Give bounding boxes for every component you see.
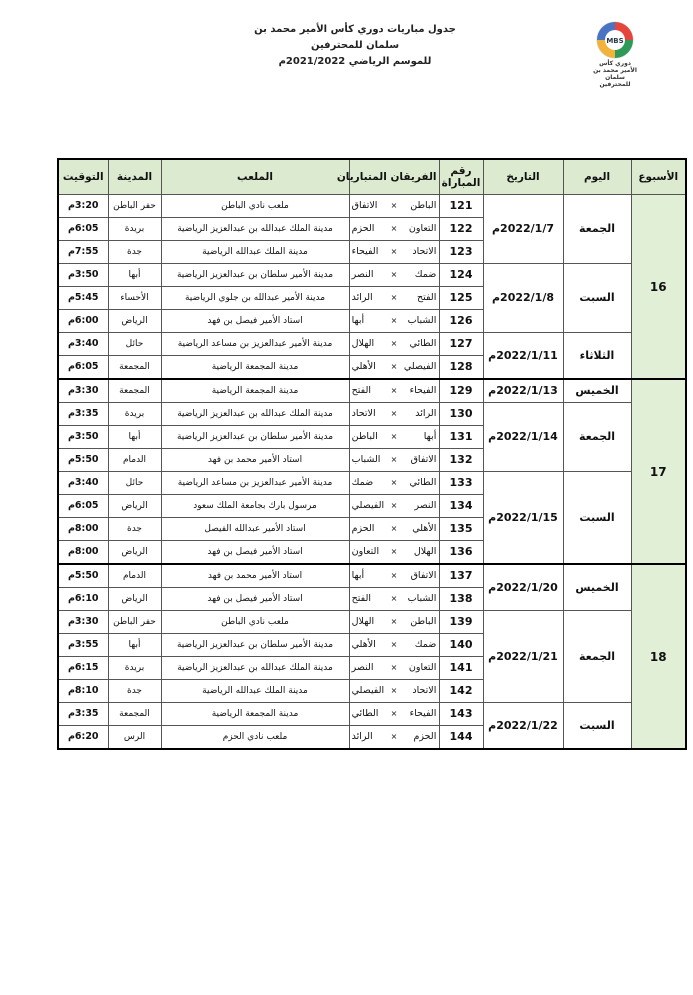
stadium: مدينة الأمير سلطان بن عبدالعزيز الرياضية <box>161 634 349 657</box>
city: الأحساء <box>108 287 161 310</box>
vs-mark: × <box>390 224 398 233</box>
col-stadium: الملعب <box>161 159 349 195</box>
match-number: 123 <box>439 241 483 264</box>
match-teams <box>349 726 439 750</box>
stadium: استاد الأمير عبدالله الفيصل <box>161 518 349 541</box>
stadium: مدينة الأمير عبدالعزيز بن مساعد الرياضية <box>161 472 349 495</box>
vs-mark: × <box>390 594 398 603</box>
day-name: السبت <box>563 703 631 750</box>
vs-mark: × <box>390 201 398 210</box>
stadium: مدينة الأمير عبدالعزيز بن مساعد الرياضية <box>161 333 349 356</box>
city: جدة <box>108 241 161 264</box>
document-title: جدول مباريات دوري كأس الأمير محمد بن سلمان للمحترفين <box>254 24 456 51</box>
kickoff-time: 3:50م <box>58 264 108 287</box>
kickoff-time: 5:50م <box>58 564 108 588</box>
match-teams <box>349 333 439 356</box>
season-subtitle: للموسم الرياضي 2021/2022م <box>278 56 432 67</box>
away-team: الطائي <box>351 708 379 719</box>
fixture <box>352 269 437 281</box>
home-team: الاتحاد <box>412 685 437 696</box>
match-number: 140 <box>439 634 483 657</box>
match-teams <box>349 657 439 680</box>
away-team: الحزم <box>351 223 375 234</box>
stadium: مدينة الملك عبدالله بن عبدالعزيز الرياضية <box>161 657 349 680</box>
kickoff-time: 6:20م <box>58 726 108 750</box>
day-name: السبت <box>563 472 631 565</box>
match-number: 134 <box>439 495 483 518</box>
city: الرس <box>108 726 161 750</box>
stadium: مدينة الملك عبدالله بن عبدالعزيز الرياضية <box>161 218 349 241</box>
vs-mark: × <box>390 386 398 395</box>
kickoff-time: 7:55م <box>58 241 108 264</box>
vs-mark: × <box>390 709 398 718</box>
week-number: 18 <box>631 564 686 749</box>
away-team: الفيصلي <box>351 500 385 511</box>
day-name: الثلاثاء <box>563 333 631 380</box>
kickoff-time: 3:40م <box>58 333 108 356</box>
away-team: الاتفاق <box>351 200 378 211</box>
away-team: النصر <box>351 662 374 673</box>
logo-line-3: للمحترفين <box>599 81 631 88</box>
stadium: مرسول بارك بجامعة الملك سعود <box>161 495 349 518</box>
home-team: الفيحاء <box>409 385 437 396</box>
match-date: 2022/1/11م <box>483 333 563 380</box>
match-number: 127 <box>439 333 483 356</box>
stadium: استاد الأمير فيصل بن فهد <box>161 310 349 333</box>
city: الرياض <box>108 588 161 611</box>
match-teams <box>349 564 439 588</box>
home-team: الاتفاق <box>410 454 437 465</box>
match-number: 132 <box>439 449 483 472</box>
logo-badge: MBS <box>606 37 624 45</box>
col-match-no: رقم المباراة <box>439 159 483 195</box>
vs-mark: × <box>390 316 398 325</box>
match-number: 126 <box>439 310 483 333</box>
logo-line-2: الأمير محمد بن سلمان <box>593 67 637 81</box>
kickoff-time: 3:50م <box>58 426 108 449</box>
away-team: الرائد <box>351 292 373 303</box>
fixture <box>352 477 437 489</box>
vs-mark: × <box>390 547 398 556</box>
match-teams <box>349 195 439 218</box>
match-teams <box>349 310 439 333</box>
match-number: 130 <box>439 403 483 426</box>
logo-line-1: دوري كأس <box>599 60 631 67</box>
city: حائل <box>108 472 161 495</box>
table-row <box>58 703 686 726</box>
kickoff-time: 6:15م <box>58 657 108 680</box>
vs-mark: × <box>390 501 398 510</box>
col-city: المدينة <box>108 159 161 195</box>
table-row <box>58 564 686 588</box>
day-name: الجمعة <box>563 195 631 264</box>
city: المجمعة <box>108 356 161 380</box>
kickoff-time: 3:40م <box>58 472 108 495</box>
vs-mark: × <box>390 409 398 418</box>
vs-mark: × <box>390 524 398 533</box>
vs-mark: × <box>390 640 398 649</box>
kickoff-time: 3:30م <box>58 379 108 403</box>
away-team: الباطن <box>351 431 378 442</box>
match-date: 2022/1/14م <box>483 403 563 472</box>
match-number: 138 <box>439 588 483 611</box>
home-team: الفتح <box>417 292 437 303</box>
day-name: الخميس <box>563 564 631 611</box>
vs-mark: × <box>390 247 398 256</box>
vs-mark: × <box>390 617 398 626</box>
col-week: الأسبوع <box>631 159 686 195</box>
stadium: استاد الأمير محمد بن فهد <box>161 564 349 588</box>
fixture <box>352 500 437 512</box>
kickoff-time: 5:50م <box>58 449 108 472</box>
home-team: الرائد <box>415 408 437 419</box>
match-number: 122 <box>439 218 483 241</box>
document-header <box>0 14 693 114</box>
match-teams <box>349 703 439 726</box>
away-team: الأهلي <box>351 361 376 372</box>
fixture <box>352 408 437 420</box>
city: جدة <box>108 518 161 541</box>
stadium: ملعب نادي الباطن <box>161 195 349 218</box>
table-row <box>58 403 686 426</box>
match-number: 121 <box>439 195 483 218</box>
away-team: الأهلي <box>351 639 376 650</box>
col-teams: الفريقان المتباريان <box>349 159 439 195</box>
fixture <box>352 454 437 466</box>
stadium: مدينة المجمعة الرياضية <box>161 379 349 403</box>
match-number: 124 <box>439 264 483 287</box>
kickoff-time: 6:00م <box>58 310 108 333</box>
home-team: التعاون <box>408 223 437 234</box>
stadium: مدينة الملك عبدالله الرياضية <box>161 680 349 703</box>
vs-mark: × <box>390 339 398 348</box>
city: المجمعة <box>108 379 161 403</box>
kickoff-time: 6:10م <box>58 588 108 611</box>
col-date: التاريخ <box>483 159 563 195</box>
home-team: الاتفاق <box>410 570 437 581</box>
city: الرياض <box>108 495 161 518</box>
vs-mark: × <box>390 478 398 487</box>
match-teams <box>349 287 439 310</box>
match-teams <box>349 379 439 403</box>
city: الدمام <box>108 564 161 588</box>
match-number: 135 <box>439 518 483 541</box>
fixture <box>352 361 437 373</box>
league-logo-icon <box>595 20 635 60</box>
city: بريدة <box>108 657 161 680</box>
vs-mark: × <box>390 293 398 302</box>
stadium: استاد الأمير فيصل بن فهد <box>161 588 349 611</box>
match-teams <box>349 518 439 541</box>
kickoff-time: 3:55م <box>58 634 108 657</box>
match-date: 2022/1/22م <box>483 703 563 750</box>
match-number: 136 <box>439 541 483 565</box>
home-team: الباطن <box>410 616 437 627</box>
fixture <box>352 639 437 651</box>
col-day: اليوم <box>563 159 631 195</box>
away-team: النصر <box>351 269 374 280</box>
vs-mark: × <box>390 432 398 441</box>
stadium: مدينة الملك عبدالله الرياضية <box>161 241 349 264</box>
fixture <box>352 315 437 327</box>
fixture <box>352 593 437 605</box>
day-name: الجمعة <box>563 611 631 703</box>
fixture <box>352 570 437 582</box>
fixture <box>352 431 437 443</box>
day-name: الخميس <box>563 379 631 403</box>
fixture <box>352 223 437 235</box>
away-team: الشباب <box>351 454 381 465</box>
match-number: 133 <box>439 472 483 495</box>
match-number: 129 <box>439 379 483 403</box>
kickoff-time: 8:10م <box>58 680 108 703</box>
stadium: ملعب نادي الحزم <box>161 726 349 750</box>
match-number: 141 <box>439 657 483 680</box>
table-row <box>58 379 686 403</box>
fixture <box>352 616 437 628</box>
home-team: ضمك <box>414 639 437 650</box>
home-team: الشباب <box>407 593 437 604</box>
city: حفر الباطن <box>108 611 161 634</box>
schedule-body <box>58 195 686 750</box>
city: المجمعة <box>108 703 161 726</box>
fixture <box>352 662 437 674</box>
kickoff-time: 3:35م <box>58 403 108 426</box>
fixture <box>352 292 437 304</box>
stadium: استاد الأمير محمد بن فهد <box>161 449 349 472</box>
match-teams <box>349 426 439 449</box>
fixture <box>352 523 437 535</box>
vs-mark: × <box>390 663 398 672</box>
table-row <box>58 264 686 287</box>
city: أبها <box>108 634 161 657</box>
kickoff-time: 8:00م <box>58 541 108 565</box>
home-team: ضمك <box>414 269 437 280</box>
away-team: الحزم <box>351 523 375 534</box>
header-row <box>58 159 686 195</box>
home-team: الفيصلي <box>403 361 437 372</box>
home-team: الاتحاد <box>412 246 437 257</box>
home-team: التعاون <box>408 662 437 673</box>
home-team: النصر <box>414 500 437 511</box>
match-teams <box>349 634 439 657</box>
match-teams <box>349 264 439 287</box>
city: الرياض <box>108 310 161 333</box>
match-teams <box>349 241 439 264</box>
match-date: 2022/1/7م <box>483 195 563 264</box>
stadium: مدينة الأمير عبدالله بن جلوي الرياضية <box>161 287 349 310</box>
vs-mark: × <box>390 270 398 279</box>
match-teams <box>349 472 439 495</box>
match-teams <box>349 680 439 703</box>
home-team: الأهلي <box>412 523 437 534</box>
kickoff-time: 6:05م <box>58 218 108 241</box>
schedule-table <box>57 158 687 750</box>
away-team: الاتحاد <box>351 408 376 419</box>
city: أبها <box>108 426 161 449</box>
match-number: 144 <box>439 726 483 750</box>
match-teams <box>349 449 439 472</box>
match-teams <box>349 218 439 241</box>
away-team: الهلال <box>351 338 375 349</box>
match-teams <box>349 611 439 634</box>
kickoff-time: 6:05م <box>58 356 108 380</box>
kickoff-time: 6:05م <box>58 495 108 518</box>
fixture <box>352 200 437 212</box>
fixture <box>352 385 437 397</box>
match-teams <box>349 495 439 518</box>
match-number: 125 <box>439 287 483 310</box>
home-team: الشباب <box>407 315 437 326</box>
city: أبها <box>108 264 161 287</box>
home-team: الحزم <box>413 731 437 742</box>
away-team: أبها <box>351 315 365 326</box>
city: بريدة <box>108 403 161 426</box>
kickoff-time: 5:45م <box>58 287 108 310</box>
kickoff-time: 8:00م <box>58 518 108 541</box>
away-team: ضمك <box>351 477 374 488</box>
table-row <box>58 472 686 495</box>
vs-mark: × <box>390 362 398 371</box>
stadium: مدينة الملك عبدالله بن عبدالعزيز الرياضية <box>161 403 349 426</box>
home-team: أبها <box>423 431 437 442</box>
city: حفر الباطن <box>108 195 161 218</box>
match-date: 2022/1/21م <box>483 611 563 703</box>
match-number: 139 <box>439 611 483 634</box>
vs-mark: × <box>390 455 398 464</box>
match-teams <box>349 588 439 611</box>
away-team: الفيحاء <box>351 246 379 257</box>
fixture <box>352 546 437 558</box>
fixture <box>352 708 437 720</box>
away-team: أبها <box>351 570 365 581</box>
city: بريدة <box>108 218 161 241</box>
match-number: 142 <box>439 680 483 703</box>
kickoff-time: 3:35م <box>58 703 108 726</box>
home-team: الفيحاء <box>409 708 437 719</box>
away-team: الفتح <box>351 385 371 396</box>
league-logo <box>592 20 638 88</box>
vs-mark: × <box>390 686 398 695</box>
away-team: الهلال <box>351 616 375 627</box>
away-team: التعاون <box>351 546 380 557</box>
table-row <box>58 195 686 218</box>
city: حائل <box>108 333 161 356</box>
stadium: مدينة المجمعة الرياضية <box>161 356 349 380</box>
week-number: 16 <box>631 195 686 380</box>
match-date: 2022/1/15م <box>483 472 563 565</box>
stadium: مدينة المجمعة الرياضية <box>161 703 349 726</box>
stadium: مدينة الأمير سلطان بن عبدالعزيز الرياضية <box>161 264 349 287</box>
fixture <box>352 338 437 350</box>
title-block <box>250 22 460 70</box>
stadium: استاد الأمير فيصل بن فهد <box>161 541 349 565</box>
match-date: 2022/1/13م <box>483 379 563 403</box>
vs-mark: × <box>390 571 398 580</box>
table-row <box>58 611 686 634</box>
col-time: التوقيت <box>58 159 108 195</box>
stadium: مدينة الأمير سلطان بن عبدالعزيز الرياضية <box>161 426 349 449</box>
kickoff-time: 3:20م <box>58 195 108 218</box>
table-row <box>58 333 686 356</box>
match-number: 131 <box>439 426 483 449</box>
match-number: 128 <box>439 356 483 380</box>
match-date: 2022/1/20م <box>483 564 563 611</box>
away-team: الفتح <box>351 593 371 604</box>
day-name: الجمعة <box>563 403 631 472</box>
fixture <box>352 731 437 743</box>
stadium: ملعب نادي الباطن <box>161 611 349 634</box>
match-number: 137 <box>439 564 483 588</box>
match-teams <box>349 403 439 426</box>
away-team: الفيصلي <box>351 685 385 696</box>
match-number: 143 <box>439 703 483 726</box>
home-team: الباطن <box>410 200 437 211</box>
match-teams <box>349 541 439 565</box>
city: جدة <box>108 680 161 703</box>
match-date: 2022/1/8م <box>483 264 563 333</box>
home-team: الهلال <box>413 546 437 557</box>
vs-mark: × <box>390 732 398 741</box>
week-number: 17 <box>631 379 686 564</box>
city: الرياض <box>108 541 161 565</box>
home-team: الطائي <box>409 338 437 349</box>
match-teams <box>349 356 439 380</box>
away-team: الرائد <box>351 731 373 742</box>
home-team: الطائي <box>409 477 437 488</box>
kickoff-time: 3:30م <box>58 611 108 634</box>
city: الدمام <box>108 449 161 472</box>
day-name: السبت <box>563 264 631 333</box>
fixture <box>352 246 437 258</box>
fixture <box>352 685 437 697</box>
